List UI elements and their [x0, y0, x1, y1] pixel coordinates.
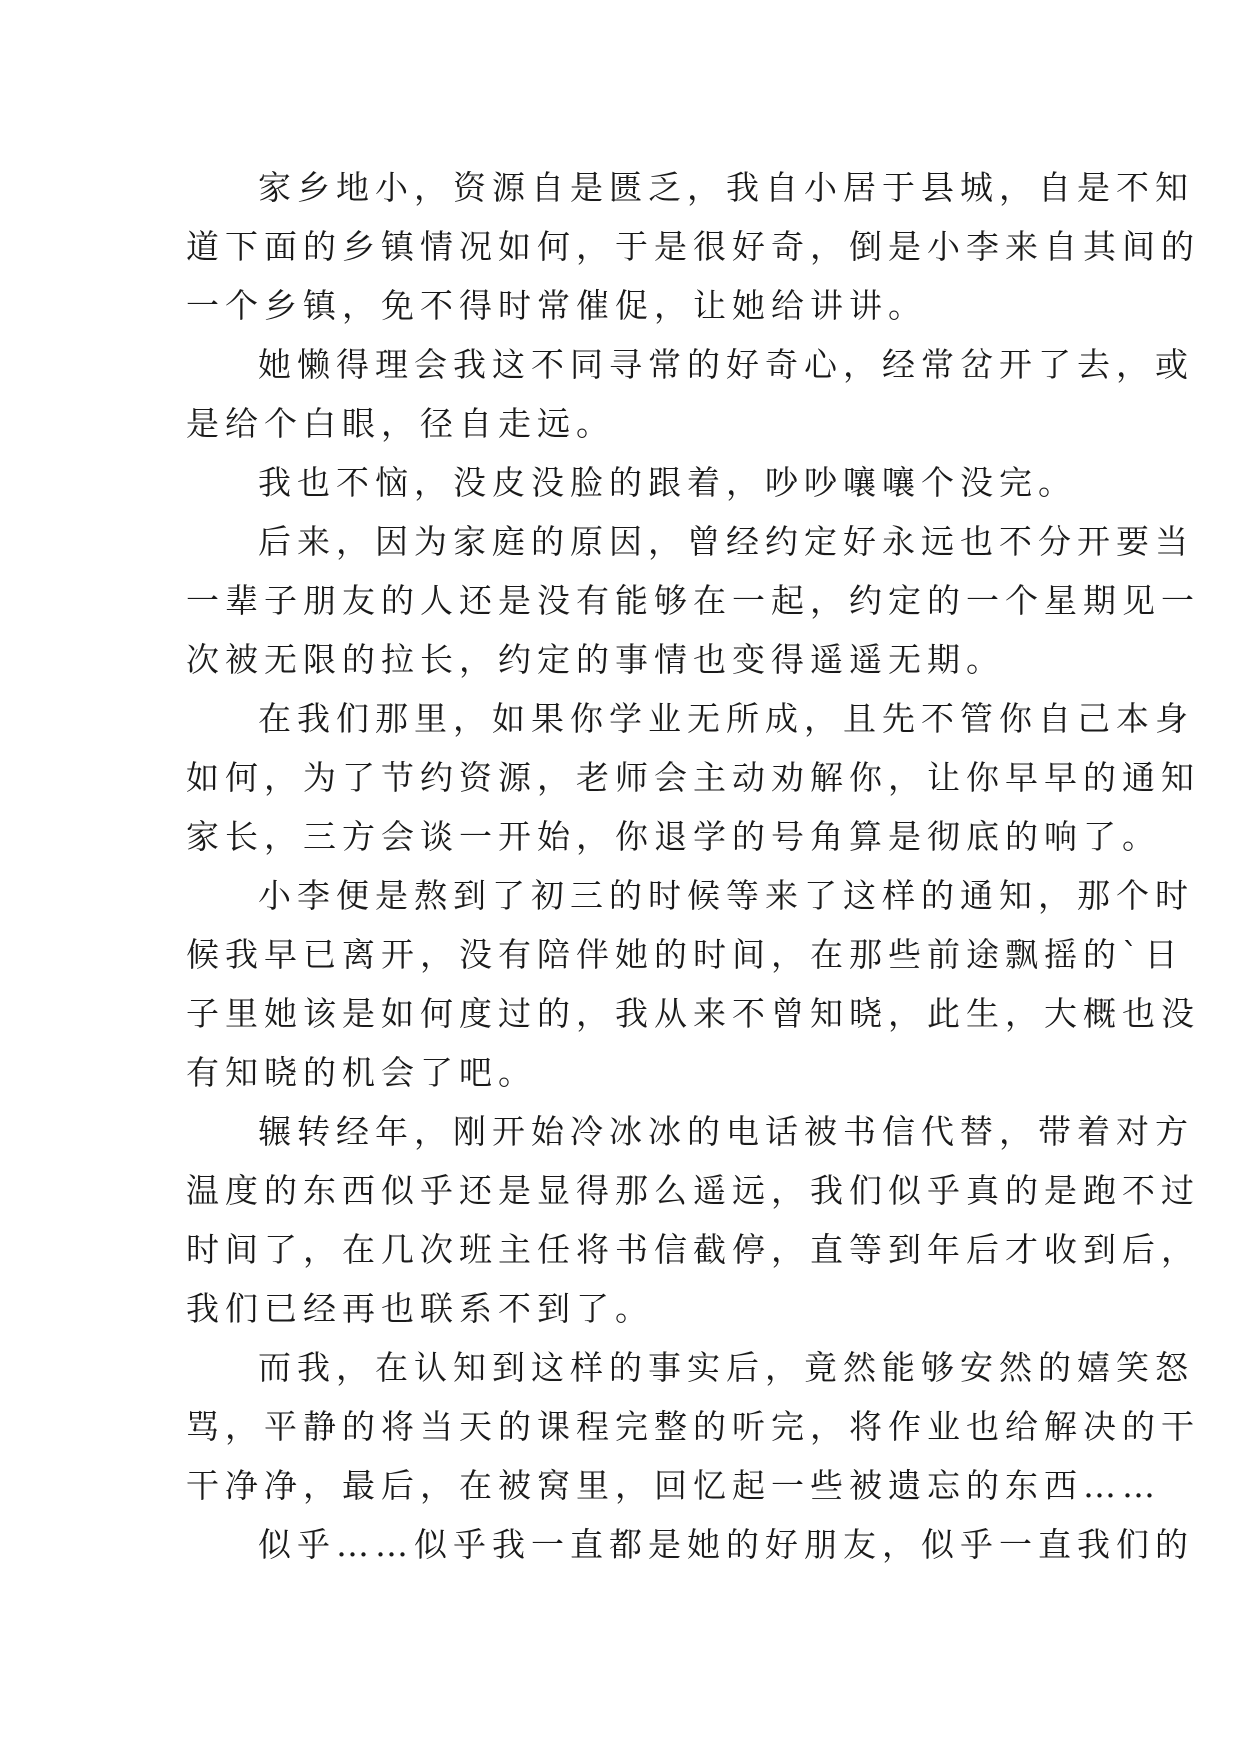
text-line: 家乡地小，资源自是匮乏，我自小居于县城，自是不知	[258, 168, 1194, 207]
text-line: 是给个白眼，径自走远。	[186, 404, 615, 443]
text-line: 她懒得理会我这不同寻常的好奇心，经常岔开了去，或	[258, 345, 1194, 384]
document-body	[186, 158, 1200, 1574]
text-line: 候我早已离开，没有陪伴她的时间，在那些前途飘摇的`日	[186, 935, 1184, 974]
text-line: 后来，因为家庭的原因，曾经约定好永远也不分开要当	[258, 522, 1194, 561]
text-line: 在我们那里，如果你学业无所成，且先不管你自己本身	[258, 699, 1194, 738]
text-line: 我也不恼，没皮没脸的跟着，吵吵嚷嚷个没完。	[258, 463, 1077, 502]
text-line: 而我，在认知到这样的事实后，竟然能够安然的嬉笑怒	[258, 1348, 1194, 1387]
text-line: 有知晓的机会了吧。	[186, 1053, 537, 1092]
text-line: 骂，平静的将当天的课程完整的听完，将作业也给解决的干	[186, 1407, 1200, 1446]
text-line: 似乎……似乎我一直都是她的好朋友，似乎一直我们的	[258, 1525, 1194, 1564]
text-line: 家长，三方会谈一开始，你退学的号角算是彻底的响了。	[186, 817, 1161, 856]
text-line: 时间了，在几次班主任将书信截停，直等到年后才收到后，	[186, 1230, 1200, 1269]
text-line: 道下面的乡镇情况如何，于是很好奇，倒是小李来自其间的	[186, 227, 1200, 266]
text-line: 辗转经年，刚开始冷冰冰的电话被书信代替，带着对方	[258, 1112, 1194, 1151]
text-line: 一个乡镇，免不得时常催促，让她给讲讲。	[186, 286, 927, 325]
text-line: 干净净，最后，在被窝里，回忆起一些被遗忘的东西……	[186, 1466, 1161, 1505]
text-line: 我们已经再也联系不到了。	[186, 1289, 654, 1328]
text-line: 次被无限的拉长，约定的事情也变得遥遥无期。	[186, 640, 1005, 679]
text-line: 小李便是熬到了初三的时候等来了这样的通知，那个时	[258, 876, 1194, 915]
text-line: 子里她该是如何度过的，我从来不曾知晓，此生，大概也没	[186, 994, 1200, 1033]
text-line: 一辈子朋友的人还是没有能够在一起，约定的一个星期见一	[186, 581, 1200, 620]
text-line: 如何，为了节约资源，老师会主动劝解你，让你早早的通知	[186, 758, 1200, 797]
text-line: 温度的东西似乎还是显得那么遥远，我们似乎真的是跑不过	[186, 1171, 1200, 1210]
